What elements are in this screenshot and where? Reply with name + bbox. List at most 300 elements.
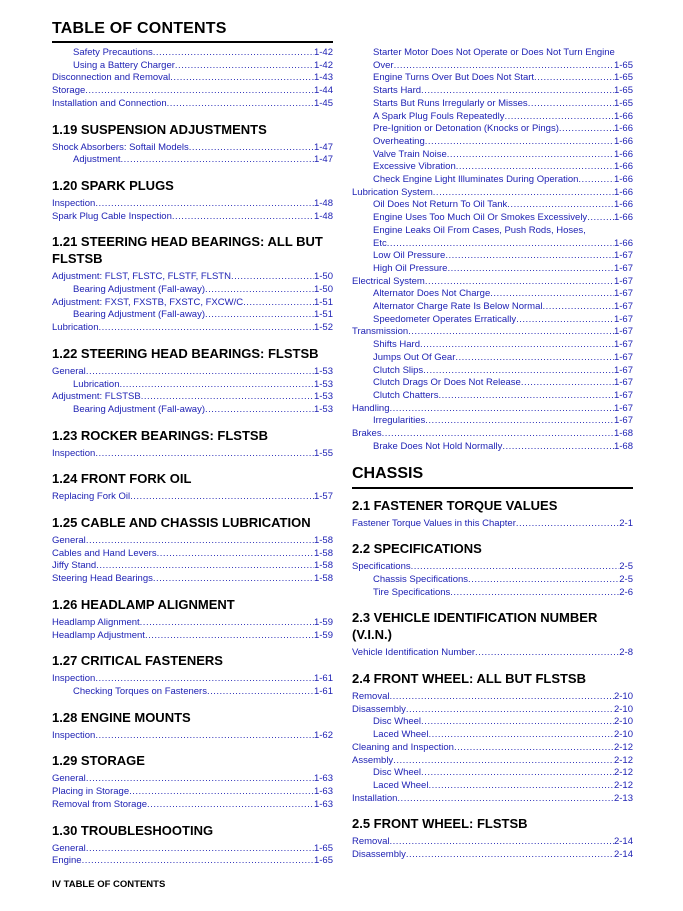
toc-entry-text: Speedometer Operates Erratically bbox=[373, 313, 517, 325]
toc-entry-text: Removal from Storage bbox=[52, 798, 148, 810]
toc-entry-page: 1-51 bbox=[313, 309, 333, 321]
toc-entry-text: Over bbox=[373, 59, 394, 71]
toc-entry-text: Storage bbox=[52, 85, 86, 97]
toc-entry-text: Chassis Specifications bbox=[373, 573, 469, 585]
dot-leader bbox=[170, 72, 314, 85]
toc-entry-page: 1-45 bbox=[313, 97, 333, 109]
dot-leader bbox=[490, 288, 614, 301]
toc-entry-page: 1-67 bbox=[613, 275, 633, 287]
toc-entry-a-spark-plug-fouls-repeatedly[interactable] bbox=[352, 111, 633, 124]
dot-leader bbox=[578, 174, 614, 187]
toc-entry-text: General bbox=[52, 773, 86, 785]
toc-entry-jumps-out-of-gear[interactable] bbox=[352, 352, 633, 365]
toc-entry-engine-uses-too-much-oil-or-smokes-excessively[interactable] bbox=[352, 212, 633, 225]
toc-entry-tire-specifications[interactable] bbox=[352, 587, 633, 600]
dot-leader bbox=[382, 428, 614, 441]
toc-entry-laced-wheel[interactable] bbox=[352, 729, 633, 742]
toc-entry-removal[interactable] bbox=[352, 691, 633, 704]
toc-entry-installation-and-connection[interactable] bbox=[52, 98, 333, 111]
toc-entry-page: 1-67 bbox=[613, 339, 633, 351]
toc-entry-page: 1-63 bbox=[313, 786, 333, 798]
dot-leader bbox=[393, 755, 614, 768]
dot-leader bbox=[433, 187, 614, 200]
toc-entry-text: Jiffy Stand bbox=[52, 560, 97, 572]
dot-leader bbox=[153, 47, 314, 60]
toc-entry-text: Adjustment bbox=[73, 154, 121, 166]
toc-entry-page: 1-68 bbox=[613, 428, 633, 440]
toc-entry-headlamp-alignment[interactable] bbox=[52, 617, 333, 630]
toc-entry-safety-precautions[interactable] bbox=[52, 47, 333, 60]
toc-entry-page: 1-58 bbox=[313, 573, 333, 585]
toc-entry-text: Irregularities bbox=[373, 415, 426, 427]
toc-entry-page: 1-66 bbox=[613, 212, 633, 224]
dot-leader bbox=[475, 647, 619, 660]
toc-entry-text: Assembly bbox=[352, 754, 394, 766]
dot-leader bbox=[86, 843, 314, 856]
page-title: TABLE OF CONTENTS bbox=[52, 20, 227, 37]
toc-entry-text: Excessive Vibration bbox=[373, 161, 456, 173]
toc-entry-check-engine-light-illuminates-during-operation[interactable] bbox=[352, 174, 633, 187]
toc-entry-page: 1-48 bbox=[313, 210, 333, 222]
toc-entry-text: Lubrication bbox=[73, 378, 120, 390]
toc-entry-high-oil-pressure[interactable] bbox=[352, 263, 633, 276]
toc-entry-text: Headlamp Adjustment bbox=[52, 629, 145, 641]
toc-entry-text: Low Oil Pressure bbox=[373, 250, 446, 262]
toc-entry-page: 1-51 bbox=[313, 296, 333, 308]
section-heading: 2.1 FASTENER TORQUE VALUES bbox=[352, 497, 558, 513]
dot-leader bbox=[397, 793, 614, 806]
toc-entry-inspection[interactable] bbox=[52, 198, 333, 211]
dot-leader bbox=[445, 250, 614, 263]
toc-entry-steering-head-bearings[interactable] bbox=[52, 573, 333, 586]
toc-entry-text: Placing in Storage bbox=[52, 786, 130, 798]
toc-entry-assembly[interactable] bbox=[352, 755, 633, 768]
toc-entry-adjustment[interactable] bbox=[52, 154, 333, 167]
toc-entry-using-a-battery-charger[interactable] bbox=[52, 60, 333, 73]
dot-leader bbox=[205, 284, 314, 297]
toc-entry-general[interactable] bbox=[52, 773, 333, 786]
toc-entry-disconnection-and-removal[interactable] bbox=[52, 72, 333, 85]
toc-entry-irregularities[interactable] bbox=[352, 415, 633, 428]
toc-entry-page: 1-66 bbox=[613, 148, 633, 160]
toc-entry-text: Steering Head Bearings bbox=[52, 573, 153, 585]
section-heading: 1.29 STORAGE bbox=[52, 753, 145, 769]
toc-entry-speedometer-operates-erratically[interactable] bbox=[352, 314, 633, 327]
toc-entry-text: General bbox=[52, 365, 86, 377]
toc-entry-adjustment-flstsb[interactable] bbox=[52, 391, 333, 404]
toc-entry-lubrication[interactable] bbox=[52, 322, 333, 335]
toc-entry-alternator-charge-rate-is-below-normal[interactable] bbox=[352, 301, 633, 314]
toc-entry-text: Lubrication System bbox=[352, 186, 433, 198]
toc-entry-text: Vehicle Identification Number bbox=[352, 647, 476, 659]
toc-entry-text: Using a Battery Charger bbox=[73, 59, 175, 71]
toc-entry-removal-from-storage[interactable] bbox=[52, 799, 333, 812]
toc-entry-text: Disassembly bbox=[352, 703, 406, 715]
dot-leader bbox=[207, 686, 314, 699]
toc-entry-page: 1-63 bbox=[313, 798, 333, 810]
toc-entry-page: 2-10 bbox=[613, 703, 633, 715]
toc-entry-inspection[interactable] bbox=[52, 730, 333, 743]
dot-leader bbox=[231, 271, 314, 284]
toc-entry-text: Disconnection and Removal bbox=[52, 72, 171, 84]
dot-leader bbox=[521, 377, 614, 390]
toc-entry-page: 1-59 bbox=[313, 629, 333, 641]
dot-leader bbox=[559, 123, 614, 136]
toc-entry-page: 1-61 bbox=[313, 685, 333, 697]
section-heading: 1.21 STEERING HEAD BEARINGS: ALL BUT FLSTSB bbox=[52, 234, 323, 267]
toc-entry-page: 1-63 bbox=[313, 773, 333, 785]
toc-entry-text-line: Engine Leaks Oil From Cases, Push Rods, Hoses, bbox=[373, 224, 586, 236]
toc-entry-text: Handling bbox=[352, 402, 390, 414]
toc-entry-text: Engine bbox=[52, 855, 82, 867]
toc-entry-text: Removal bbox=[352, 836, 390, 848]
toc-entry-engine-turns-over-but-does-not-start[interactable] bbox=[352, 72, 633, 85]
dot-leader bbox=[95, 448, 314, 461]
toc-entry-shifts-hard[interactable] bbox=[352, 339, 633, 352]
dot-leader bbox=[505, 111, 614, 124]
dot-leader bbox=[425, 276, 614, 289]
toc-entry-text: Disc Wheel bbox=[373, 767, 422, 779]
section-heading: 1.24 FRONT FORK OIL bbox=[52, 471, 192, 487]
title-rule bbox=[52, 41, 333, 43]
dot-leader bbox=[86, 535, 314, 548]
dot-leader bbox=[205, 309, 314, 322]
toc-entry-text: Specifications bbox=[352, 561, 411, 573]
toc-entry-alternator-does-not-charge[interactable] bbox=[352, 288, 633, 301]
toc-entry-page: 1-58 bbox=[313, 560, 333, 572]
toc-entry-chassis-specifications[interactable] bbox=[352, 574, 633, 587]
toc-entry-text: Checking Torques on Fasteners bbox=[73, 685, 207, 697]
toc-entry-lubrication-system[interactable] bbox=[352, 187, 633, 200]
toc-entry-cleaning-and-inspection[interactable] bbox=[352, 742, 633, 755]
section-heading: 2.3 VEHICLE IDENTIFICATION NUMBER (V.I.N.) bbox=[352, 610, 598, 643]
dot-leader bbox=[447, 149, 614, 162]
toc-entry-text: Bearing Adjustment (Fall-away) bbox=[73, 284, 205, 296]
toc-entry-removal[interactable] bbox=[352, 836, 633, 849]
toc-entry-starts-hard[interactable] bbox=[352, 85, 633, 98]
toc-entry-page: 2-14 bbox=[613, 849, 633, 861]
dot-leader bbox=[423, 365, 614, 378]
toc-entry-page: 1-53 bbox=[313, 403, 333, 415]
toc-entry-text: Electrical System bbox=[352, 275, 425, 287]
toc-entry-inspection[interactable] bbox=[52, 673, 333, 686]
section-heading: 1.25 CABLE AND CHASSIS LUBRICATION bbox=[52, 515, 311, 531]
toc-entry-storage[interactable] bbox=[52, 85, 333, 98]
toc-entry-page: 1-43 bbox=[313, 72, 333, 84]
section-heading: 1.23 ROCKER BEARINGS: FLSTSB bbox=[52, 427, 268, 443]
toc-entry-spark-plug-cable-inspection[interactable] bbox=[52, 211, 333, 224]
toc-entry-brakes[interactable] bbox=[352, 428, 633, 441]
toc-entry-bearing-adjustment-fall-away[interactable] bbox=[52, 284, 333, 297]
dot-leader bbox=[189, 142, 314, 155]
toc-entry-engine[interactable] bbox=[52, 855, 333, 868]
dot-leader bbox=[82, 855, 314, 868]
toc-entry-brake-does-not-hold-normally[interactable] bbox=[352, 441, 633, 454]
dot-leader bbox=[130, 491, 314, 504]
dot-leader bbox=[390, 836, 614, 849]
section-heading: 2.5 FRONT WHEEL: FLSTSB bbox=[352, 816, 528, 832]
toc-entry-text: Clutch Chatters bbox=[373, 389, 439, 401]
toc-entry-page: 1-66 bbox=[613, 237, 633, 249]
toc-entry-clutch-slips[interactable] bbox=[352, 365, 633, 378]
dot-leader bbox=[421, 767, 614, 780]
toc-entry-text: Removal bbox=[352, 691, 390, 703]
dot-leader bbox=[454, 742, 614, 755]
dot-leader bbox=[425, 136, 614, 149]
toc-entry-text: Engine Turns Over But Does Not Start bbox=[373, 72, 535, 84]
toc-entry-text: Inspection bbox=[52, 673, 96, 685]
dot-leader bbox=[425, 415, 614, 428]
toc-entry-text: Starts Hard bbox=[373, 85, 422, 97]
toc-entry-page: 1-44 bbox=[313, 85, 333, 97]
toc-entry-text: Inspection bbox=[52, 447, 96, 459]
toc-entry-page: 1-67 bbox=[613, 402, 633, 414]
dot-leader bbox=[86, 366, 314, 379]
toc-entry-page: 1-67 bbox=[613, 301, 633, 313]
dot-leader bbox=[428, 729, 614, 742]
toc-entry-overheating[interactable] bbox=[352, 136, 633, 149]
dot-leader bbox=[534, 72, 614, 85]
toc-entry-page: 1-42 bbox=[313, 47, 333, 58]
dot-leader bbox=[428, 780, 614, 793]
toc-entry-text: Clutch Slips bbox=[373, 364, 424, 376]
section-heading: 1.19 SUSPENSION ADJUSTMENTS bbox=[52, 121, 267, 137]
toc-right-column bbox=[352, 47, 633, 862]
toc-entry-starts-but-runs-irregularly-or-misses[interactable] bbox=[352, 98, 633, 111]
toc-entry-text: Inspection bbox=[52, 729, 96, 741]
toc-entry-replacing-fork-oil[interactable] bbox=[52, 491, 333, 504]
toc-entry-adjustment-flst-flstc-flstf-flstn[interactable] bbox=[52, 271, 333, 284]
dot-leader bbox=[587, 212, 614, 225]
toc-entry-page: 1-53 bbox=[313, 365, 333, 377]
dot-leader bbox=[421, 716, 614, 729]
toc-entry-page: 1-67 bbox=[613, 288, 633, 300]
toc-entry-page: 1-53 bbox=[313, 378, 333, 390]
toc-entry-clutch-chatters[interactable] bbox=[352, 390, 633, 403]
dot-leader bbox=[95, 730, 314, 743]
dot-leader bbox=[502, 441, 614, 454]
toc-entry-text: Installation and Connection bbox=[52, 97, 167, 109]
section-heading: 1.26 HEADLAMP ALIGNMENT bbox=[52, 596, 235, 612]
toc-entry-page: 2-1 bbox=[619, 517, 633, 529]
toc-entry-text: Lubrication bbox=[52, 322, 99, 334]
dot-leader bbox=[406, 704, 614, 717]
toc-entry-text: Adjustment: FLSTSB bbox=[52, 391, 141, 403]
section-heading: 1.20 SPARK PLUGS bbox=[52, 177, 174, 193]
toc-entry-low-oil-pressure[interactable] bbox=[352, 250, 633, 263]
toc-entry-page: 1-62 bbox=[313, 729, 333, 741]
dot-leader bbox=[121, 154, 314, 167]
toc-entry-placing-in-storage[interactable] bbox=[52, 786, 333, 799]
toc-entry-text: Bearing Adjustment (Fall-away) bbox=[73, 403, 205, 415]
toc-entry-page: 1-67 bbox=[613, 389, 633, 401]
toc-entry-text: Etc bbox=[373, 237, 387, 249]
toc-entry-page: 2-10 bbox=[613, 716, 633, 728]
dot-leader bbox=[438, 390, 614, 403]
toc-entry-text: A Spark Plug Fouls Repeatedly bbox=[373, 110, 505, 122]
toc-entry-text: Disassembly bbox=[352, 849, 406, 861]
toc-entry-bearing-adjustment-fall-away[interactable] bbox=[52, 404, 333, 417]
toc-entry-page: 2-12 bbox=[613, 767, 633, 779]
toc-entry-page: 2-10 bbox=[613, 691, 633, 703]
toc-entry-checking-torques-on-fasteners[interactable] bbox=[52, 686, 333, 699]
toc-entry-page: 2-12 bbox=[613, 741, 633, 753]
section-heading: 2.4 FRONT WHEEL: ALL BUT FLSTSB bbox=[352, 671, 586, 687]
toc-entry-page: 1-57 bbox=[313, 491, 333, 503]
dot-leader bbox=[421, 85, 614, 98]
toc-entry-adjustment-fxst-fxstb-fxstc-fxcw-c[interactable] bbox=[52, 297, 333, 310]
toc-entry-laced-wheel[interactable] bbox=[352, 780, 633, 793]
toc-entry-text: Inspection bbox=[52, 197, 96, 209]
toc-entry-text: Adjustment: FXST, FXSTB, FXSTC, FXCW/C bbox=[52, 296, 244, 308]
dot-leader bbox=[394, 60, 614, 73]
toc-entry-page: 1-67 bbox=[613, 351, 633, 363]
toc-entry-valve-train-noise[interactable] bbox=[352, 149, 633, 162]
toc-entry-page: 1-68 bbox=[613, 440, 633, 452]
toc-entry-text: High Oil Pressure bbox=[373, 262, 448, 274]
toc-entry-page: 1-47 bbox=[313, 154, 333, 166]
toc-entry-inspection[interactable] bbox=[52, 448, 333, 461]
toc-entry-text: Brakes bbox=[352, 428, 382, 440]
toc-entry-lubrication[interactable] bbox=[52, 379, 333, 392]
toc-entry-page: 1-67 bbox=[613, 377, 633, 389]
toc-entry-general[interactable] bbox=[52, 366, 333, 379]
toc-entry-page: 1-48 bbox=[313, 197, 333, 209]
chapter-heading: CHASSIS bbox=[352, 464, 424, 482]
toc-entry-starter-motor-does-not-operate-or-does-not-turn-engine-over[interactable] bbox=[352, 47, 633, 72]
dot-leader bbox=[95, 198, 314, 211]
toc-entry-text-line: Starter Motor Does Not Operate or Does Not Turn Engine bbox=[373, 47, 615, 58]
toc-entry-page: 1-67 bbox=[613, 250, 633, 262]
toc-entry-text: Check Engine Light Illuminates During Operation bbox=[373, 174, 579, 186]
dot-leader bbox=[167, 98, 314, 111]
dot-leader bbox=[455, 352, 614, 365]
toc-entry-page: 1-67 bbox=[613, 313, 633, 325]
dot-leader bbox=[243, 297, 314, 310]
chapter-rule bbox=[352, 487, 633, 489]
toc-entry-engine-leaks-oil-from-cases-push-rods-hoses-etc[interactable] bbox=[352, 225, 633, 250]
dot-leader bbox=[153, 573, 314, 586]
dot-leader bbox=[447, 263, 614, 276]
section-heading: 1.27 CRITICAL FASTENERS bbox=[52, 653, 223, 669]
toc-entry-text: Shifts Hard bbox=[373, 339, 420, 351]
toc-entry-text: Replacing Fork Oil bbox=[52, 491, 131, 503]
dot-leader bbox=[516, 314, 614, 327]
toc-entry-fastener-torque-values-in-this-chapter[interactable] bbox=[352, 518, 633, 531]
toc-entry-text: Brake Does Not Hold Normally bbox=[373, 440, 503, 452]
toc-entry-page: 2-5 bbox=[619, 573, 633, 585]
section-heading: 1.30 TROUBLESHOOTING bbox=[52, 822, 214, 838]
dot-leader bbox=[406, 849, 614, 862]
toc-entry-text: Spark Plug Cable Inspection bbox=[52, 210, 172, 222]
toc-entry-page: 1-58 bbox=[313, 547, 333, 559]
toc-entry-text: Adjustment: FLST, FLSTC, FLSTF, FLSTN bbox=[52, 271, 231, 283]
toc-entry-cables-and-hand-levers[interactable] bbox=[52, 548, 333, 561]
toc-entry-page: 1-65 bbox=[613, 85, 633, 97]
toc-entry-text: Clutch Drags Or Does Not Release bbox=[373, 377, 521, 389]
toc-entry-shock-absorbers-softail-models[interactable] bbox=[52, 142, 333, 155]
dot-leader bbox=[95, 673, 314, 686]
toc-entry-text: Cables and Hand Levers bbox=[52, 547, 157, 559]
dot-leader bbox=[528, 98, 614, 111]
toc-entry-page: 2-6 bbox=[619, 586, 633, 598]
dot-leader bbox=[119, 379, 314, 392]
toc-entry-text: Safety Precautions bbox=[73, 47, 153, 58]
toc-entry-text: Valve Train Noise bbox=[373, 148, 447, 160]
toc-entry-transmission[interactable] bbox=[352, 326, 633, 339]
dot-leader bbox=[516, 518, 619, 531]
toc-entry-page: 2-5 bbox=[619, 561, 633, 573]
toc-entry-page: 1-50 bbox=[313, 284, 333, 296]
dot-leader bbox=[507, 199, 614, 212]
dot-leader bbox=[420, 339, 614, 352]
toc-entry-text: Laced Wheel bbox=[373, 779, 429, 791]
dot-leader bbox=[456, 161, 614, 174]
toc-entry-vehicle-identification-number[interactable] bbox=[352, 647, 633, 660]
toc-entry-page: 1-47 bbox=[313, 141, 333, 153]
dot-leader bbox=[468, 574, 619, 587]
toc-entry-specifications[interactable] bbox=[352, 561, 633, 574]
toc-entry-installation[interactable] bbox=[352, 793, 633, 806]
toc-entry-disc-wheel[interactable] bbox=[352, 767, 633, 780]
dot-leader bbox=[145, 630, 314, 643]
dot-leader bbox=[147, 799, 314, 812]
toc-entry-excessive-vibration[interactable] bbox=[352, 161, 633, 174]
toc-entry-text: Oil Does Not Return To Oil Tank bbox=[373, 199, 508, 211]
dot-leader bbox=[86, 773, 314, 786]
toc-entry-disc-wheel[interactable] bbox=[352, 716, 633, 729]
toc-entry-page: 1-67 bbox=[613, 364, 633, 376]
dot-leader bbox=[175, 60, 314, 73]
dot-leader bbox=[205, 404, 314, 417]
toc-entry-oil-does-not-return-to-oil-tank[interactable] bbox=[352, 199, 633, 212]
toc-entry-text: Disc Wheel bbox=[373, 716, 422, 728]
toc-entry-page: 2-12 bbox=[613, 779, 633, 791]
toc-entry-text: Transmission bbox=[352, 326, 409, 338]
toc-entry-disassembly[interactable] bbox=[352, 849, 633, 862]
toc-entry-text: Headlamp Alignment bbox=[52, 616, 140, 628]
toc-entry-page: 2-14 bbox=[613, 836, 633, 848]
toc-entry-pre-ignition-or-detonation-knocks-or-pings[interactable] bbox=[352, 123, 633, 136]
toc-entry-page: 2-10 bbox=[613, 729, 633, 741]
toc-entry-bearing-adjustment-fall-away[interactable] bbox=[52, 309, 333, 322]
toc-left-column bbox=[52, 47, 333, 868]
toc-entry-text: Alternator Does Not Charge bbox=[373, 288, 491, 300]
toc-entry-page: 1-42 bbox=[313, 59, 333, 71]
toc-entry-disassembly[interactable] bbox=[352, 704, 633, 717]
toc-entry-headlamp-adjustment[interactable] bbox=[52, 630, 333, 643]
toc-entry-page: 1-66 bbox=[613, 174, 633, 186]
toc-entry-handling[interactable] bbox=[352, 403, 633, 416]
toc-entry-text: General bbox=[52, 535, 86, 547]
dot-leader bbox=[411, 561, 620, 574]
dot-leader bbox=[141, 391, 314, 404]
toc-entry-general[interactable] bbox=[52, 843, 333, 856]
toc-entry-electrical-system[interactable] bbox=[352, 276, 633, 289]
toc-entry-page: 1-65 bbox=[613, 72, 633, 84]
toc-entry-page: 1-66 bbox=[613, 123, 633, 135]
toc-entry-general[interactable] bbox=[52, 535, 333, 548]
page-footer: IV TABLE OF CONTENTS bbox=[52, 879, 166, 890]
dot-leader bbox=[85, 85, 314, 98]
toc-entry-page: 1-66 bbox=[613, 135, 633, 147]
toc-entry-clutch-drags-or-does-not-release[interactable] bbox=[352, 377, 633, 390]
toc-entry-text: Laced Wheel bbox=[373, 729, 429, 741]
toc-entry-jiffy-stand[interactable] bbox=[52, 560, 333, 573]
toc-entry-page: 1-59 bbox=[313, 616, 333, 628]
toc-entry-page: 1-65 bbox=[313, 855, 333, 867]
dot-leader bbox=[390, 691, 614, 704]
